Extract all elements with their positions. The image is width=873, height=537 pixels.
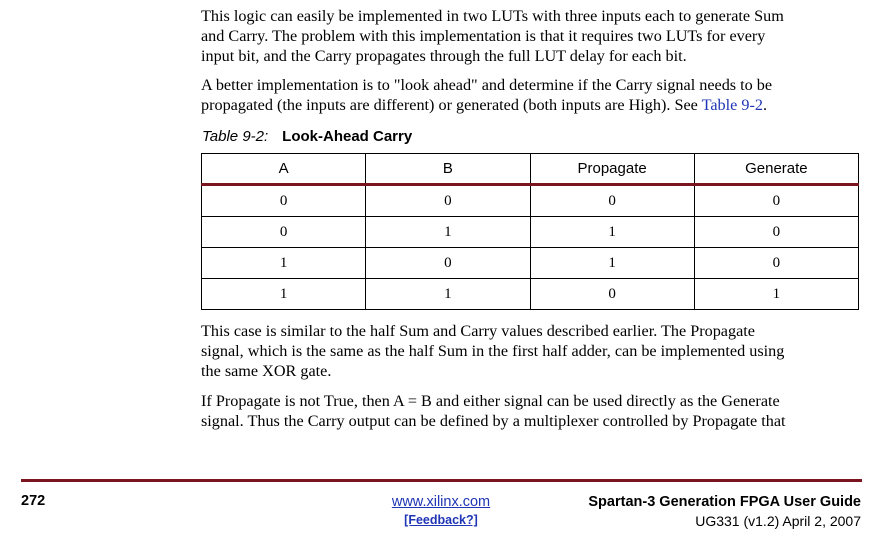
- feedback-link[interactable]: [Feedback?]: [404, 513, 478, 527]
- footer-document-info: [588, 493, 861, 531]
- text-line: This case is similar to the half Sum and Carry values described earlier. The Propagate: [201, 322, 755, 340]
- text-line: A better implementation is to "look ahead" and determine if the Carry signal needs to be: [201, 76, 773, 94]
- table-cell: 1: [530, 217, 694, 248]
- text-segment: propagated (the inputs are different) or generated (both inputs are High). See: [201, 96, 702, 114]
- table-cell: 0: [694, 248, 858, 279]
- table-header-row: [202, 154, 859, 185]
- header-cell-propagate: Propagate: [530, 154, 694, 185]
- table-cell: 1: [202, 248, 366, 279]
- text-segment: .: [762, 96, 767, 114]
- table-cell: 1: [694, 279, 858, 310]
- website-link[interactable]: www.xilinx.com: [391, 494, 491, 510]
- text-line: input bit, and the Carry propagates through the full LUT delay for each bit.: [201, 47, 687, 65]
- paragraph-look-ahead: [201, 75, 863, 115]
- table-cell: 1: [366, 217, 530, 248]
- table-cell: 0: [366, 185, 530, 217]
- paragraph-propagate-not-true: [201, 391, 863, 431]
- table-9-2-link[interactable]: Table 9-2: [701, 96, 763, 114]
- table-row: [202, 248, 859, 279]
- footer-links: [366, 493, 516, 529]
- table-cell: 0: [530, 185, 694, 217]
- footer-divider: [21, 479, 862, 482]
- table-row: [202, 185, 859, 217]
- text-line: signal. Thus the Carry output can be defined by a multiplexer controlled by Propagate that: [201, 412, 786, 430]
- header-cell-b: B: [366, 154, 530, 185]
- table-cell: 1: [202, 279, 366, 310]
- table-caption: [202, 127, 412, 147]
- table-cell: 0: [694, 217, 858, 248]
- table-cell: 0: [694, 185, 858, 217]
- header-cell-generate: Generate: [694, 154, 858, 185]
- table-cell: 0: [202, 185, 366, 217]
- header-cell-a: A: [202, 154, 366, 185]
- paragraph-half-sum: [201, 321, 863, 381]
- text-line: [201, 95, 863, 115]
- guide-title: Spartan-3 Generation FPGA User Guide: [588, 494, 861, 510]
- table-cell: 0: [530, 279, 694, 310]
- paragraph-lut-implementation: [201, 6, 863, 66]
- table-caption-title: Look-Ahead Carry: [282, 128, 413, 145]
- table-cell: 1: [366, 279, 530, 310]
- text-line: and Carry. The problem with this implementation is that it requires two LUTs for every: [201, 27, 766, 45]
- text-line: If Propagate is not True, then A = B and either signal can be used directly as the Generate: [201, 392, 780, 410]
- table-cell: 1: [530, 248, 694, 279]
- table-row: [202, 217, 859, 248]
- table-cell: 0: [202, 217, 366, 248]
- text-line: This logic can easily be implemented in two LUTs with three inputs each to generate Sum: [201, 7, 784, 25]
- look-ahead-carry-table: [201, 153, 859, 310]
- text-line: the same XOR gate.: [201, 362, 332, 380]
- table-cell: 0: [366, 248, 530, 279]
- page-number: 272: [21, 493, 46, 509]
- table-caption-number: Table 9-2:: [202, 128, 269, 145]
- document-id: UG331 (v1.2) April 2, 2007: [695, 513, 861, 529]
- table-row: [202, 279, 859, 310]
- text-line: signal, which is the same as the half Sum in the first half adder, can be implemented using: [201, 342, 785, 360]
